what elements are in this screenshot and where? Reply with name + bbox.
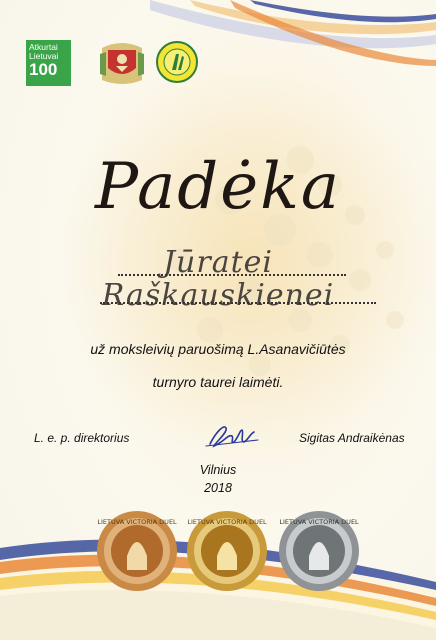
- club-emblem-icon: [155, 40, 199, 84]
- logo-line-2: Lietuvai: [29, 51, 59, 61]
- dotted-line-1: [118, 274, 346, 276]
- certificate-title: Padėka: [94, 150, 342, 224]
- medal-inscription-1: LIETUVA VICTORIA DUEL: [97, 518, 177, 526]
- handwritten-signature: [202, 418, 262, 452]
- logo-number: 100: [29, 60, 58, 79]
- medal-gold-icon: [184, 508, 270, 594]
- recipient-first-name: Jūratei: [163, 245, 273, 280]
- dotted-line-2: [100, 302, 376, 304]
- recipient-last-name: Raškauskienei: [101, 278, 335, 313]
- body-text-line-2: turnyro taurei laimėti.: [152, 374, 284, 390]
- atkurtai-lietuvai-100-logo: [26, 40, 71, 86]
- medal-inscription-2: LIETUVA VICTORIA DUEL: [187, 518, 267, 526]
- medal-bronze-icon: [94, 508, 180, 594]
- coat-of-arms-icon: [96, 40, 148, 86]
- year: 2018: [204, 481, 232, 495]
- signatory-name: Sigitas Andraikėnas: [299, 431, 405, 445]
- logo-line-1: Atkurtai: [29, 42, 58, 52]
- medal-silver-icon: [276, 508, 362, 594]
- body-text-line-1: už moksleivių paruošimą L.Asanavičiūtės: [90, 341, 346, 357]
- city: Vilnius: [199, 463, 237, 477]
- signatory-role: L. e. p. direktorius: [34, 431, 130, 445]
- medal-inscription-3: LIETUVA VICTORIA DUEL: [279, 518, 359, 526]
